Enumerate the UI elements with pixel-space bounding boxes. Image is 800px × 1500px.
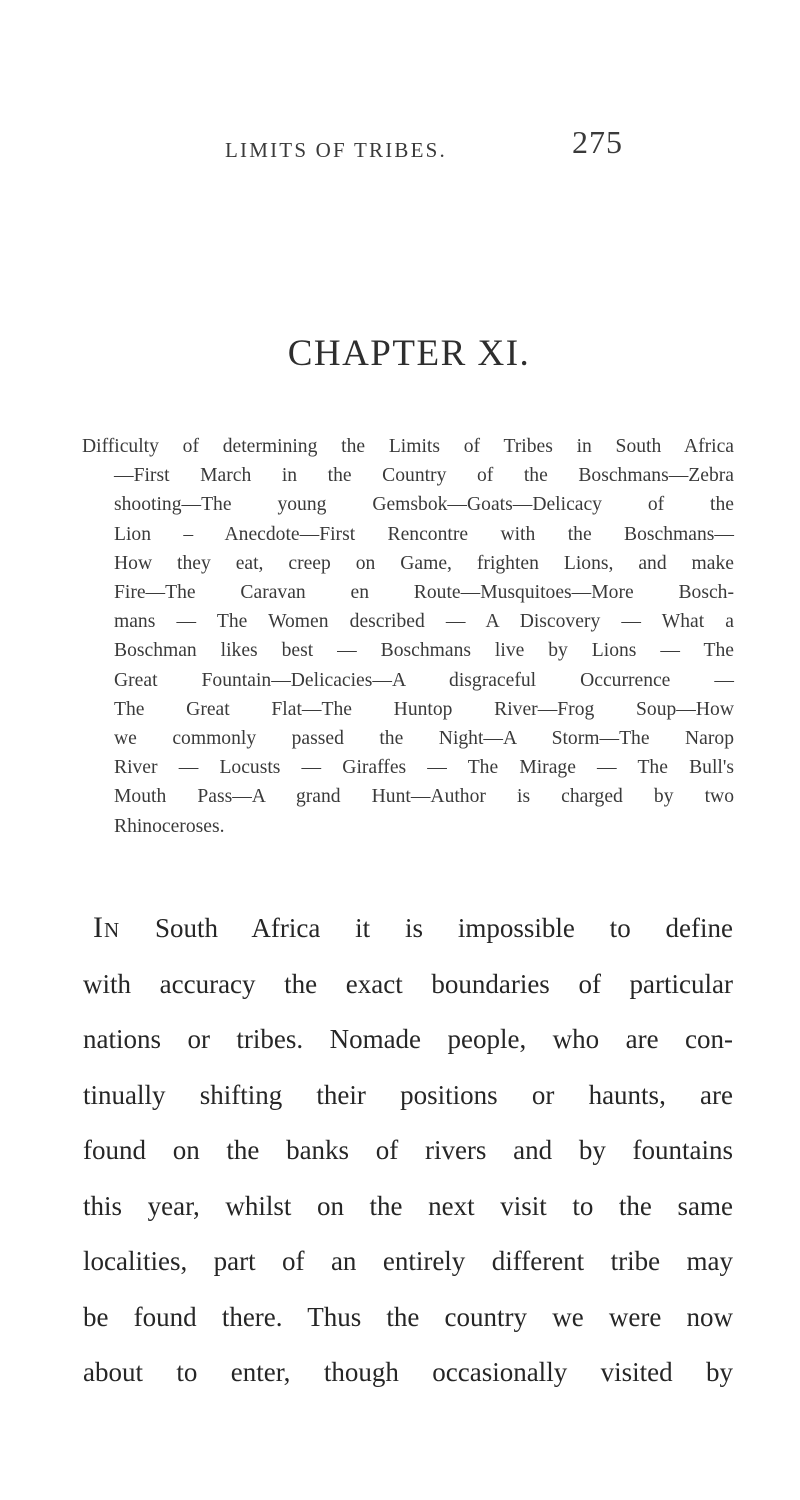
synopsis-line: —First March in the Country of the Boschmans—Zebra bbox=[114, 465, 734, 487]
initial-word: In bbox=[93, 911, 121, 944]
body-line-first-rest: South Africa it is impossible to define bbox=[120, 913, 733, 943]
body-paragraph bbox=[83, 900, 733, 1401]
running-head: LIMITS OF TRIBES. bbox=[225, 138, 447, 162]
chapter-synopsis bbox=[82, 432, 734, 841]
body-line: about to enter, though occasionally visited by bbox=[83, 1357, 733, 1387]
synopsis-line: How they eat, creep on Game, frighten Lions, and make bbox=[114, 552, 734, 574]
body-line: this year, whilst on the next visit to the same bbox=[83, 1190, 733, 1221]
synopsis-line: we commonly passed the Night—A Storm—The Narop bbox=[114, 728, 734, 750]
body-line: nations or tribes. Nomade people, who are con- bbox=[83, 1024, 733, 1054]
synopsis-line: Fire—The Caravan en Route—Musquitoes—More Bosch- bbox=[114, 582, 734, 604]
synopsis-line: Great Fountain—Delicacies—A disgraceful Occurrence — bbox=[114, 669, 734, 691]
chapter-title: CHAPTER XI. bbox=[287, 333, 531, 374]
body-line: with accuracy the exact boundaries of particular bbox=[83, 968, 733, 999]
synopsis-line: River — Locusts — Giraffes — The Mirage — The Bull's bbox=[114, 757, 734, 779]
synopsis-line: Mouth Pass—A grand Hunt—Author is charged by two bbox=[114, 786, 734, 808]
body-line: tinually shifting their positions or haunts, are bbox=[83, 1079, 733, 1110]
synopsis-line: Rhinoceroses. bbox=[114, 815, 225, 837]
synopsis-line: Lion – Anecdote—First Rencontre with the Boschmans— bbox=[114, 523, 734, 545]
body-line: be found there. Thus the country we were now bbox=[83, 1301, 733, 1332]
body-line: localities, part of an entirely different tribe may bbox=[83, 1246, 733, 1276]
synopsis-line: shooting—The young Gemsbok—Goats—Delicacy of the bbox=[114, 494, 734, 516]
synopsis-line: Difficulty of determining the Limits of Tribes in South Africa bbox=[82, 436, 734, 457]
synopsis-line: Boschman likes best — Boschmans live by Lions — The bbox=[114, 640, 734, 662]
synopsis-line: mans — The Women described — A Discovery — What a bbox=[114, 611, 734, 633]
synopsis-line: The Great Flat—The Huntop River—Frog Soup—How bbox=[114, 698, 734, 720]
body-line-first bbox=[83, 900, 733, 957]
page-number: 275 bbox=[572, 124, 623, 160]
body-line: found on the banks of rivers and by fountains bbox=[83, 1135, 733, 1165]
